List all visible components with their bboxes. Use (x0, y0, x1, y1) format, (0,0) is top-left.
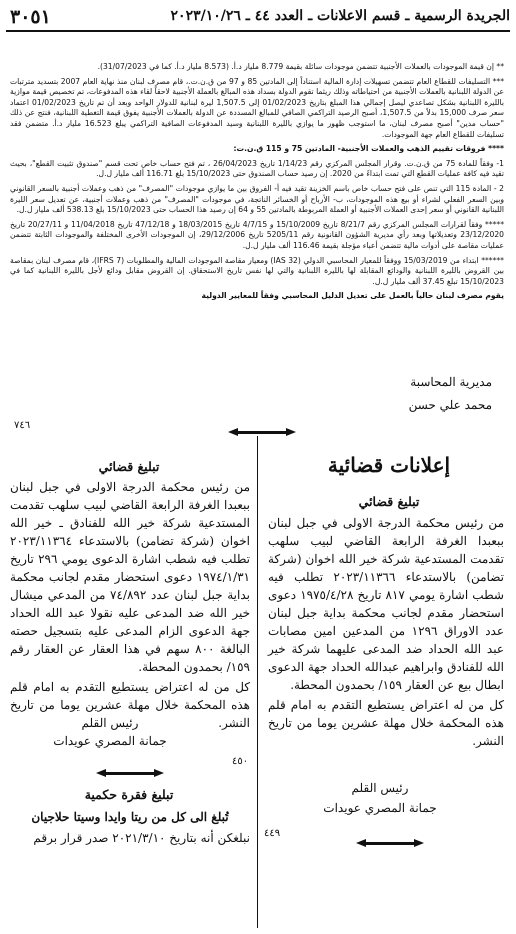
footnote: *** التسليفات للقطاع العام تتضمن تسهيلات إدارة المالية استناداً إلى المادتين 85 و 97 من ق.ن.ت.، قام مصرف لبنان منذ نهاية العام 2007 بتسديد مترتبات عن الدولة اللبنانية بالعملات الأجنبية من احتياطاته وذلك ريثما تقوم الدولة بسداد هذه المبالغ بالعملة الأجنبية لاحقاً لقاء هذه المدفوعات، تم تخصيص قيمة موازية بالليرة اللبنانية بشكل تصاعدي ليصل إجمالي هذا المبلغ بتاريخ 01/02/2023 إلى 1,507.5 ليرة لبنانية للدولار الواحد وبعد أن تم تاريخ 01/02/2023 اعتماد سعر صرف 15,000 بدلاً من 1,507.5، أصبح الرصيد التراكمي الصافي للمبالغ المسددة عن الدولة بالعملات الأجنبية يفوق قيمة التغطية اللبنانية، فنتج عن ذلك "حساب مدين" أصبح مصرف لبنان، ما استوجب ظهور ما يوازي بالليرة اللبنانية وسيد المدفوعات الصافية التراكمي يبلغ 16.523 مليار د.أ. متضمن فقد تسليفات للقطاع العام جهة الموجودات. (10, 76, 505, 139)
footnote: 2 - المادة 115 التي تنص على فتح حساب خاص باسم الخزينة تقيد فيه أ- الفروق بين ما يوازي موجودات "المصرف" من ذهب وعملات أجنبية بالسعر القانوني وبين السعر الفعلي لشراء أو بيع هذه الموجودات، ب- الأرباح أو الخسائر الناتجة، في موجودات "المصرف" من ذهب وعملات أجنبية، عن تعديل سعر الليرة اللبنانية القانوني أو سعر إحدى العملات الأجنبية أو العملة المربوطة بالمادتين 55 و 64 إن رصيد هذا الحساب حتى 15/10/2023 بلغ 538.13 ألف مليار ل.ل. (10, 183, 504, 215)
section-divider (238, 431, 286, 434)
notice-number: ٤٤٩ (264, 828, 281, 839)
page-number: ٣٠٥١ (10, 6, 51, 28)
footnote: ****** ابتداء من 15/03/2019 ووفقاً للمعيار المحاسبي الدولي (IAS 32) ومعيار مقاصة الموجودات المالية والمطلوبات (IFRS 7)، قام مصرف لبنان بمقاصة بين القروض بالليرة اللبنانية والودائع المقابلة لها بالليرة اللبنانية والتي لها نفس تاريخ الاستحقاق. إن القروض مقابل ودائع لأجل بالليرة اللبنانية كما في 15/10/2023 تبلغ 37.45 ألف مليار ل.ل. (10, 255, 504, 286)
notice-number: ٧٤٦ (14, 420, 31, 431)
signature-name: محمد علي حسن (408, 398, 492, 412)
section-title: إعلانات قضائية (327, 453, 451, 477)
signature-department: مديرية المحاسبة (410, 375, 492, 389)
clerk-name: جمانة المصري عويدات (323, 801, 437, 815)
notice-number: ٤٥٠ (232, 756, 249, 767)
column-divider (257, 436, 258, 928)
header-rule (6, 30, 510, 32)
notice-body (268, 514, 504, 750)
footnote-closing: يقوم مصرف لبنان حالياً بالعمل على تعديل الدليل المحاسبي وفقاً للمعايير الدولية (201, 291, 504, 301)
notice-paragraph: من رئيس محكمة الدرجة الاولى في جبل لبنان ببعبدا الغرفة الرابعة القاضي لبيب سلهب تقدمت المستدعية شركة خير الله اخوان (شركة تضامن) بالاستدعاء ٢٠٢٣/١١٣٦٦ تطلب فيه شطب اشارة يومي ٨١٧ تاريخ ١٩٧٥/٤/٢٨ دعوى استحضار مقدم لجانب محكمة بداية جبل لبنان عدد الاوراق ١٢٩٦ من المدعين امين مصابات عبد الله الحداد ضد المدعى عليهما شركة خير الله للفنادق وابراهيم عبدالله الحداد جهة الدعوى ابطال بيع عن العقار ١٥٩/ بحمدون المحطة. (268, 516, 504, 692)
notice-divider (106, 772, 154, 775)
clerk-name: جمانة المصري عويدات (53, 734, 167, 748)
notice-paragraph: كل من له اعتراض يستطيع التقدم به امام قلم هذه المحكمة خلال مهلة عشرين يوما من تاريخ النشر. (268, 698, 504, 748)
page-header (6, 6, 510, 32)
footnote: ** إن قيمة الموجودات بالعملات الأجنبية تتضمن موجودات سائلة بقيمة 8.779 مليار د.أ. (8.573 مليار د.أ. كما في 31/07/2023). (97, 62, 504, 71)
clerk-title: رئيس القلم (81, 716, 139, 730)
notice-title: تبليغ فقرة حكمية (84, 787, 174, 802)
footnote: 1- وفقاً للمادة 75 من ق.ن.ت. وقرار المجلس المركزي رقم 1/14/23 تاريخ 26/04/2023 ، تم فتح حساب خاص تحت قسم "صندوق تثبيت القطع"، بحيث تقيد فيه كافة عمليات القطع التي تمت ابتداءً من 2020. إن رصيد حساب الصندوق حتى 15/10/2023 بلغ 116.71 ألف مليار ل.ل. (10, 158, 505, 179)
notice-paragraph: من رئيس محكمة الدرجة الاولى في جبل لبنان ببعبدا الغرفة الرابعة القاضي لبيب سلهب تقدمت المستدعية شركة خير الله للفنادق ـ خير الله اخوان (شركة تضامن) بالاستدعاء ٢٠٢٣/١١٣٦٤ تطلب فيه شطب اشارة الدعوى يومي ٢٩٦ تاريخ ١٩٧٤/١/٣١ دعوى استحضار مقدم لجانب محكمة بداية جبل لبنان عدد ٧٤/٨٩٢ من المدعي ميشال خير الله ضد المدعى عليه نقولا عبد الله الحداد جهة الدعوى الزام المدعى عليه بتسجيل حصته البالغة ٨٠٠ سهم في هذا العقار عن العقار رقم ١٥٩/ بحمدون المحطة. (10, 480, 250, 674)
footnote-heading: **** فروقات تقييم الذهب والعملات الأجنبية- المادتين 75 و 115 ق.ن.ت: (233, 144, 504, 154)
notice-paragraph: كل من له اعتراض يستطيع التقدم به امام قلم هذه المحكمة خلال مهلة عشرين يوما من تاريخ النشر. (10, 680, 250, 730)
clerk-title: رئيس القلم (351, 781, 409, 795)
notice-title: تبليغ قضائي (358, 494, 420, 509)
footnote: ***** وفقاً لقرارات المجلس المركزي رقم 8/21/7 تاريخ 15/10/2009 و 4/7/15 تاريخ 18/03/2015 و 47/12/18 تاريخ 11/04/2018 و 20/27/11 تاريخ 23/12/2020 وتعديلاتها وبعد رأي مديرية الشؤون القانونية رقم 5205/11 تاريخ 29/12/2006، إن الموجودات الأخرى المختلفة والموجودات الثابتة تتضمن عمليات مقاصة على أدوات مالية تتضمن أعباء مؤجلة بقيمة 116.46 ألف مليار ل.ل. (10, 219, 505, 250)
notice-title: تبليغ قضائي (98, 459, 160, 474)
header-title: الجريدة الرسمية ـ قسم الاعلانات ـ العدد ٤٤ ـ ٢٠٢٣/١٠/٢٦ (170, 8, 510, 24)
notice-divider (366, 842, 414, 845)
footnotes-block (10, 62, 504, 306)
notice-subtitle: تُبلغ الى كل من ريتا وايدا وسيتا حلاجيان (31, 810, 229, 824)
notice-paragraph: نبلغكن أنه بتاريخ ٢٠٢١/٣/١٠ صدر قرار برقم (33, 831, 250, 845)
notice-body (10, 478, 250, 732)
